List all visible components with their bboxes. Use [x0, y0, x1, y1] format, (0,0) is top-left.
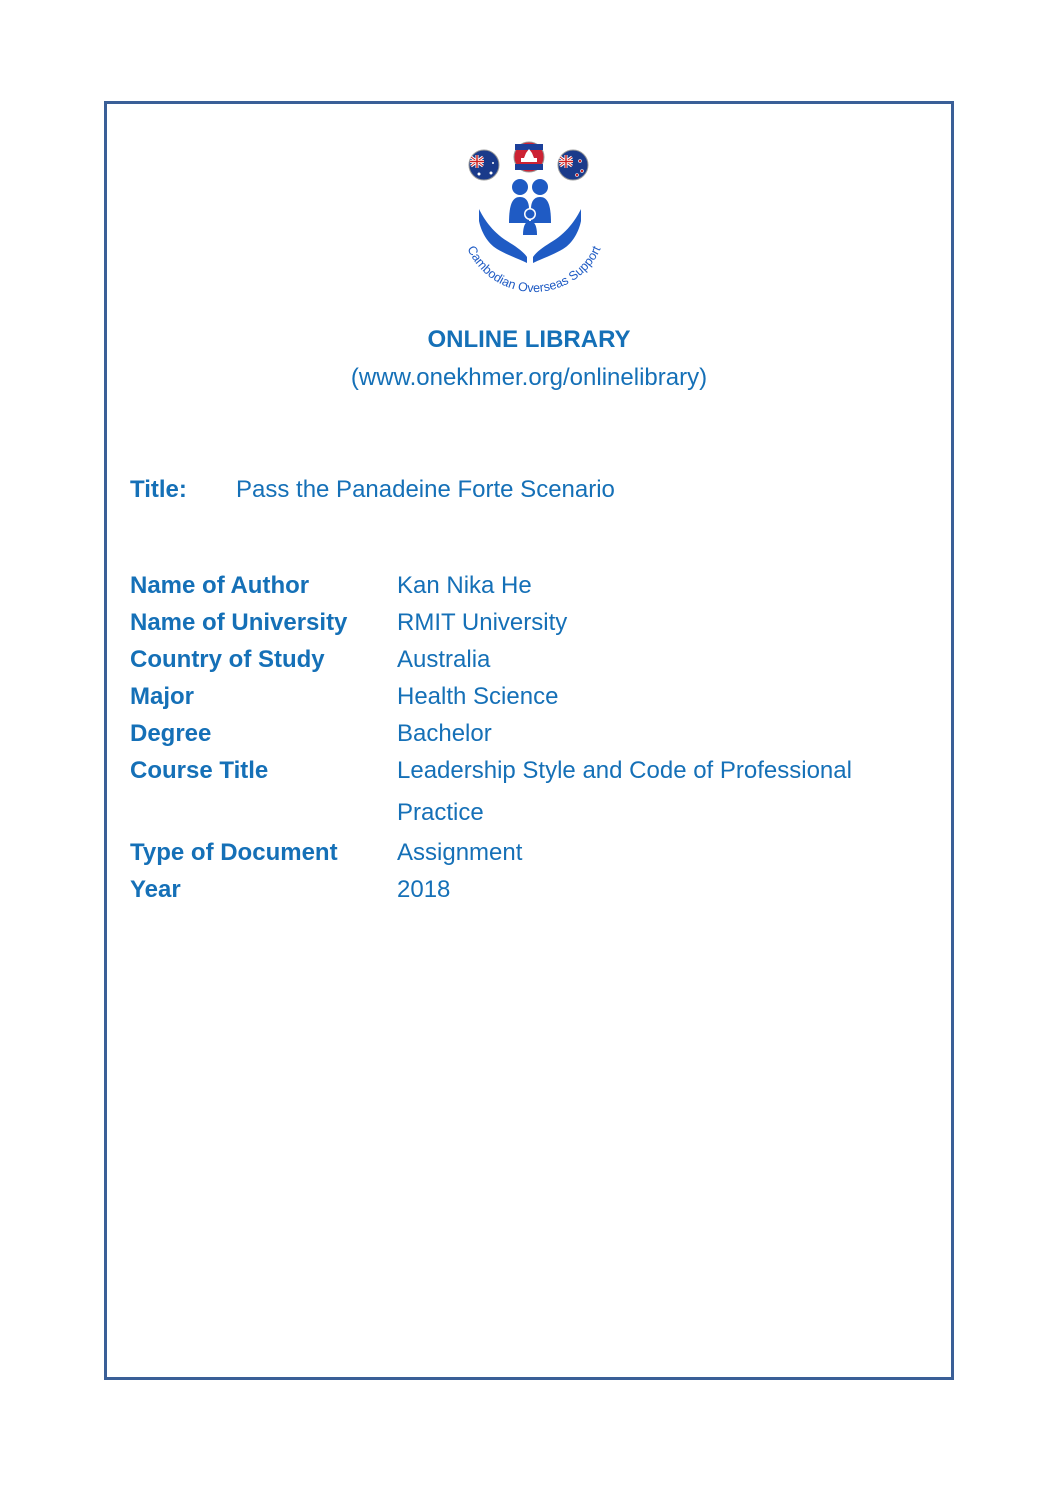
- family-icon: [509, 179, 551, 235]
- metadata-row-major: [130, 678, 920, 715]
- metadata-label: Major: [130, 683, 195, 710]
- metadata-label: Degree: [130, 720, 212, 747]
- cambodia-flag-icon: [514, 142, 544, 172]
- library-url: (www.onekhmer.org/onlinelibrary): [350, 364, 708, 391]
- metadata-label: Country of Study: [130, 646, 325, 673]
- metadata-value: Bachelor: [397, 720, 492, 747]
- cambodian-overseas-support-logo: [449, 139, 619, 299]
- metadata-row-type: [130, 834, 920, 871]
- metadata-value: Kan Nika He: [397, 572, 532, 599]
- metadata-row-course: [130, 752, 920, 834]
- metadata-label: Name of University: [130, 609, 348, 636]
- metadata-row-university: [130, 604, 920, 641]
- library-name: ONLINE LIBRARY: [427, 326, 631, 353]
- metadata-value: Health Science: [397, 683, 559, 710]
- metadata-label: Type of Document: [130, 839, 338, 866]
- document-title-value: Pass the Panadeine Forte Scenario: [236, 476, 615, 503]
- metadata-value: 2018: [397, 876, 451, 903]
- metadata-label: Year: [130, 876, 181, 903]
- metadata-row-year: [130, 871, 920, 908]
- australia-flag-icon: [469, 150, 499, 180]
- metadata-value: Leadership Style and Code of Professional Practice: [397, 757, 852, 826]
- logo-text: Cambodian Overseas Support: [464, 243, 604, 296]
- metadata-label: Name of Author: [130, 572, 310, 599]
- metadata-row-country: [130, 641, 920, 678]
- metadata-value: Assignment: [397, 839, 523, 866]
- document-title-label: Title:: [130, 476, 187, 503]
- metadata-row-author: [130, 567, 920, 604]
- metadata-value: Australia: [397, 646, 491, 673]
- metadata-table: [130, 567, 920, 908]
- new-zealand-flag-icon: [558, 150, 588, 180]
- metadata-row-degree: [130, 715, 920, 752]
- metadata-value: RMIT University: [397, 609, 568, 636]
- metadata-label: Course Title: [130, 757, 269, 784]
